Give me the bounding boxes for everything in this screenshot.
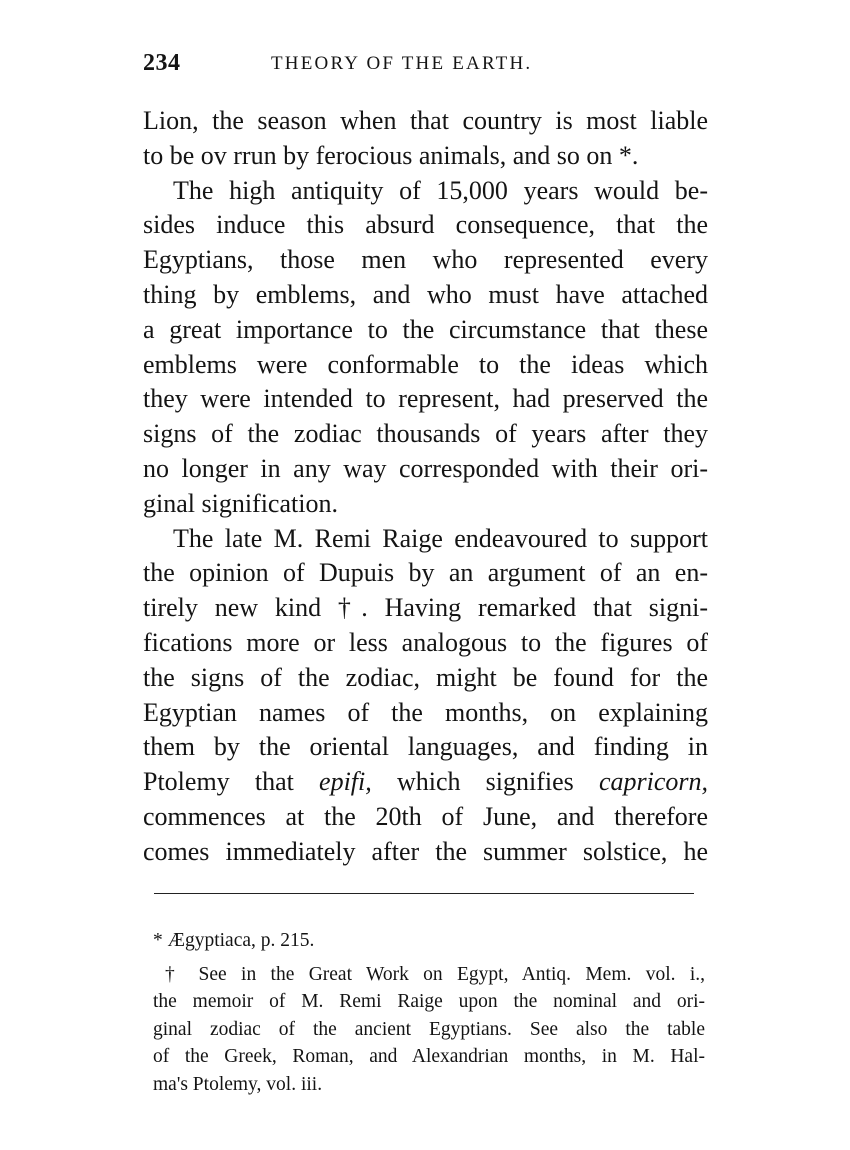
footnote-line: ginal zodiac of the ancient Egyptians. See also the table xyxy=(153,1018,705,1040)
footnote-line: † See in the Great Work on Egypt, Antiq. Mem. vol. i., xyxy=(165,963,705,985)
text-line: commences at the 20th of June, and therefore xyxy=(143,801,708,831)
text-line: Egyptian names of the months, on explaining xyxy=(143,697,708,727)
running-title: THEORY OF THE EARTH. xyxy=(271,53,533,74)
text-line: the signs of the zodiac, might be found for the xyxy=(143,662,708,692)
text-line: fications more or less analogous to the figures of xyxy=(143,627,708,657)
text-line: to be ov rrun by ferocious animals, and so on *. xyxy=(143,140,639,170)
text-line: thing by emblems, and who must have attached xyxy=(143,279,708,309)
text-line: sides induce this absurd consequence, that the xyxy=(143,210,708,240)
text-fragment: which signifies xyxy=(396,767,574,797)
text-line: signs of the zodiac thousands of years after they xyxy=(143,419,708,449)
footnote-line: ma's Ptolemy, vol. iii. xyxy=(153,1073,323,1095)
italic-term: epifi, xyxy=(319,767,372,797)
paragraph-start-line: The late M. Remi Raige endeavoured to support xyxy=(173,523,708,553)
text-line: emblems were conformable to the ideas which xyxy=(143,349,708,379)
footnote-line: of the Greek, Roman, and Alexandrian months, in M. Hal- xyxy=(153,1046,705,1067)
text-line: Egyptians, those men who represented every xyxy=(143,245,708,275)
page-number: 234 xyxy=(143,50,181,76)
paragraph-start-line: The high antiquity of 15,000 years would be- xyxy=(173,175,708,205)
footnote-line: the memoir of M. Remi Raige upon the nominal and ori- xyxy=(153,991,705,1012)
italic-term: capricorn, xyxy=(598,767,708,797)
text-line: a great importance to the circumstance that these xyxy=(143,314,708,344)
text-line: comes immediately after the summer solstice, he xyxy=(143,836,708,866)
text-line: them by the oriental languages, and finding in xyxy=(143,732,708,762)
body-text xyxy=(143,104,708,870)
text-line: the opinion of Dupuis by an argument of an en- xyxy=(143,558,708,588)
text-line: no longer in any way corresponded with their ori- xyxy=(143,453,708,483)
text-line: ginal signification. xyxy=(143,488,338,518)
footnotes xyxy=(153,927,705,1098)
text-line-with-italics xyxy=(143,765,708,800)
text-line: they were intended to represent, had preserved the xyxy=(143,384,708,414)
footnote-divider xyxy=(154,893,694,894)
text-fragment: Ptolemy that xyxy=(143,767,294,797)
text-line: tirely new kind †. Having remarked that signi- xyxy=(143,593,708,623)
text-line: Lion, the season when that country is most liable xyxy=(143,106,708,135)
footnote-line: * Ægyptiaca, p. 215. xyxy=(153,930,315,951)
page-header xyxy=(143,50,713,80)
